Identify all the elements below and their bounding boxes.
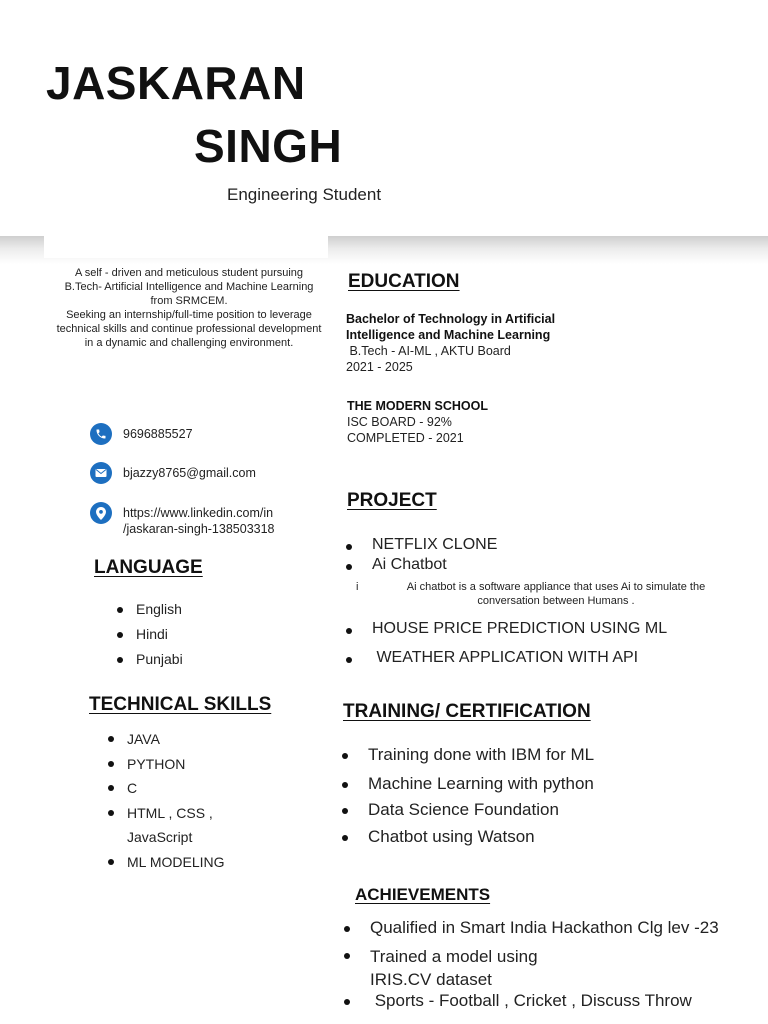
list-item: WEATHER APPLICATION WITH API	[346, 649, 667, 678]
project-list	[346, 536, 497, 576]
profile-summary	[56, 266, 322, 350]
list-item: NETFLIX CLONE	[346, 536, 497, 556]
list-item: Ai Chatbot	[346, 556, 497, 576]
contact-phone[interactable]	[90, 423, 193, 445]
note-text: Ai chatbot is a software appliance that uses Ai to simulate the conversation between Humans .	[406, 581, 706, 607]
school-board: ISC BOARD - 92%	[347, 415, 452, 429]
school-status: COMPLETED - 2021	[347, 431, 464, 445]
summary-text: A self - driven and meticulous student pursuing B.Tech- Artificial Intelligence and Machine Learning from SRMCEM. Seeking an internship/full-time position to leverage technical skills and continue professional development in a dynamic and challenging environment.	[56, 267, 322, 349]
list-item: PYTHON	[108, 752, 225, 777]
phone-icon	[90, 423, 112, 445]
education-degree	[346, 311, 555, 375]
school-name: THE MODERN SCHOOL	[347, 399, 488, 413]
list-item: Machine Learning with python	[342, 774, 594, 800]
list-item: Chatbot using Watson	[342, 827, 594, 854]
linkedin-line-2: /jaskaran-singh-138503318	[123, 522, 275, 536]
list-item: Punjabi	[117, 651, 183, 676]
degree-title-1: Bachelor of Technology in Artificial	[346, 312, 556, 326]
education-school	[347, 398, 488, 446]
list-item	[108, 801, 225, 850]
contact-email[interactable]	[90, 462, 256, 484]
email-address: bjazzy8765@gmail.com	[123, 466, 256, 480]
list-item: ML MODELING	[108, 850, 225, 875]
list-item	[344, 945, 768, 991]
linkedin-line-1: https://www.linkedin.com/in	[123, 506, 274, 520]
last-name: SINGH	[194, 120, 343, 172]
list-item: HOUSE PRICE PREDICTION USING ML	[346, 620, 667, 649]
list-item: C	[108, 776, 225, 801]
project-list-2	[346, 620, 667, 678]
project-heading: PROJECT	[347, 490, 437, 511]
skill-web-line-1: HTML , CSS ,	[127, 804, 213, 821]
list-item: English	[117, 601, 183, 626]
note-marker: i	[356, 581, 359, 593]
training-heading: TRAINING/ CERTIFICATION	[343, 701, 591, 722]
achievements-list	[344, 918, 768, 1011]
phone-number: 9696885527	[123, 427, 193, 441]
skills-list	[108, 727, 225, 874]
skill-web-line-2: JavaScript	[127, 829, 193, 845]
project-note	[356, 580, 736, 608]
degree-title-2: Intelligence and Machine Learning	[346, 328, 551, 342]
degree-detail: B.Tech - AI-ML , AKTU Board	[346, 344, 511, 358]
language-list	[117, 601, 183, 676]
contact-linkedin[interactable]	[90, 502, 275, 537]
linkedin-url[interactable]	[123, 502, 275, 537]
list-item: Qualified in Smart India Hackathon Clg lev -23	[344, 918, 768, 945]
location-pin-icon	[90, 502, 112, 524]
achievements-heading: ACHIEVEMENTS	[355, 885, 491, 904]
achievement-line-1: Trained a model using	[370, 947, 538, 966]
list-item: Data Science Foundation	[342, 800, 594, 827]
left-card-top	[44, 236, 328, 258]
first-name: JASKARAN	[46, 57, 306, 109]
language-heading: LANGUAGE	[94, 557, 203, 578]
degree-years: 2021 - 2025	[346, 360, 413, 374]
list-item: Sports - Football , Cricket , Discuss Throw	[344, 991, 768, 1011]
job-title: Engineering Student	[227, 185, 382, 204]
list-item: Training done with IBM for ML	[342, 745, 594, 774]
education-heading: EDUCATION	[348, 271, 460, 292]
achievement-line-2: IRIS.CV dataset	[370, 970, 492, 989]
list-item: JAVA	[108, 727, 225, 752]
training-list	[342, 745, 594, 854]
list-item: Hindi	[117, 626, 183, 651]
mail-icon	[90, 462, 112, 484]
skills-heading: TECHNICAL SKILLS	[89, 694, 272, 715]
